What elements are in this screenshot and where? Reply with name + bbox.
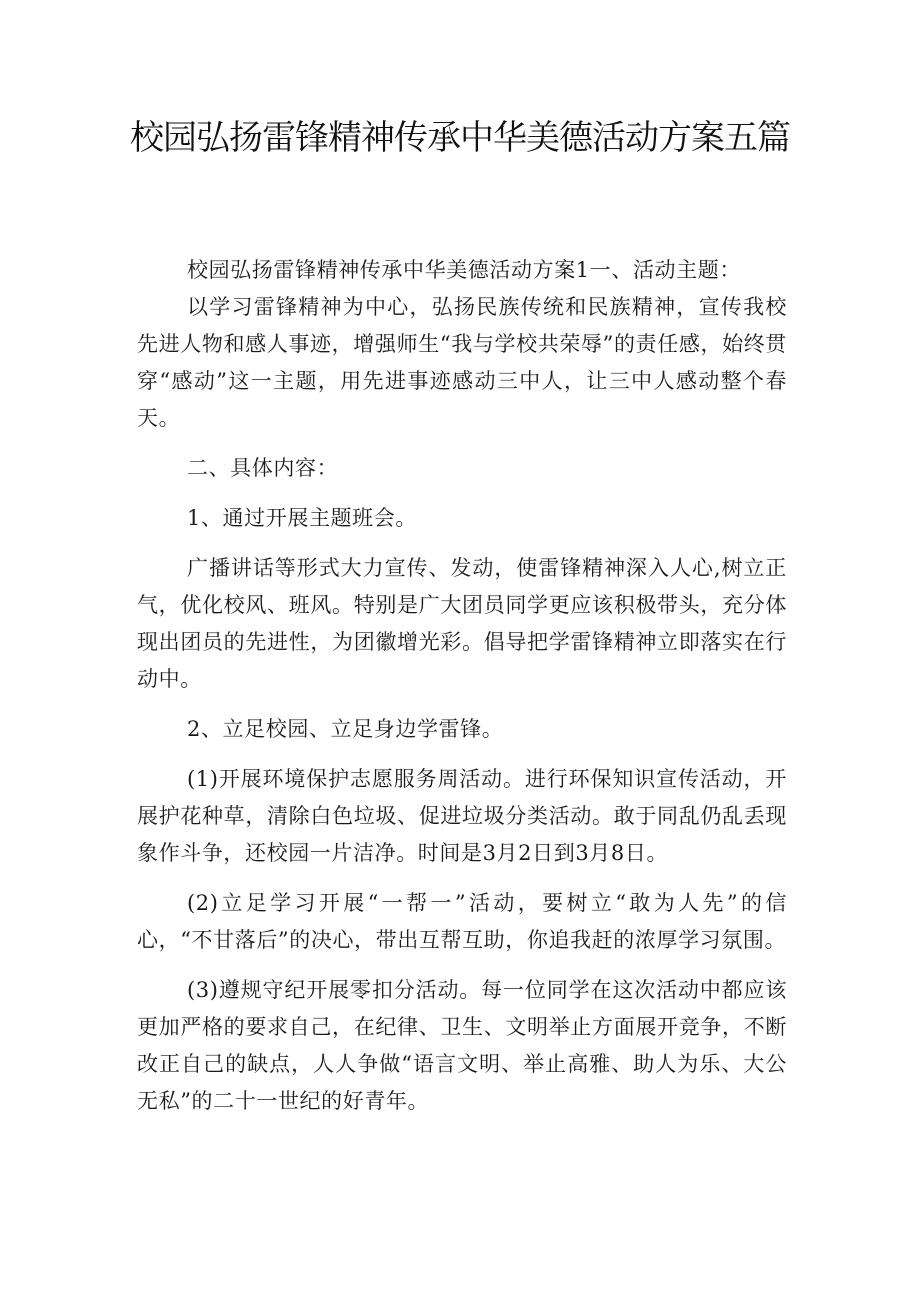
paragraph-theme-content: 以学习雷锋精神为中心，弘扬民族传统和民族精神，宣传我校先进人物和感人事迹，增强师生“我与学校共荣辱”的责任感，始终贯穿“感动”这一主题，用先进事迹感动三中人，让三中人感动整个春天。 — [137, 295, 787, 430]
document-title: 校园弘扬雷锋精神传承中华美德活动方案五篇 — [130, 118, 790, 158]
paragraph-item-2: 2、立足校园、立足身边学雷锋。 — [187, 717, 504, 741]
paragraph-subitem-2: (2)立足学习开展“一帮一”活动，要树立“敢为人先”的信心，“不甘落后”的决心，带出互帮互助，你追我赶的浓厚学习氛围。 — [137, 891, 787, 952]
paragraph-subitem-3: (3)遵规守纪开展零扣分活动。每一位同学在这次活动中都应该更加严格的要求自己，在纪律、卫生、文明举止方面展开竞争，不断改正自己的缺点，人人争做“语言文明、举止高雅、助人为乐、大公无私”的二十一世纪的好青年。 — [137, 978, 787, 1113]
paragraph-broadcast: 广播讲话等形式大力宣传、发动，使雷锋精神深入人心,树立正气，优化校风、班风。特别是广大团员同学更应该积极带头，充分体现出团员的先进性，为团徽增光彩。倡导把学雷锋精神立即落实在行动中。 — [137, 556, 787, 691]
document-body — [137, 252, 787, 1120]
paragraph-specific-content-heading: 二、具体内容： — [187, 456, 339, 480]
paragraph-plan-1-theme-heading: 校园弘扬雷锋精神传承中华美德活动方案1一、活动主题： — [187, 258, 741, 282]
paragraph-subitem-1: (1)开展环境保护志愿服务周活动。进行环保知识宣传活动，开展护花种草，清除白色垃圾、促进垃圾分类活动。敢于同乱仍乱丢现象作斗争，还校园一片洁净。时间是3月2日到3月8日。 — [137, 767, 787, 865]
paragraph-item-1: 1、通过开展主题班会。 — [187, 506, 417, 530]
